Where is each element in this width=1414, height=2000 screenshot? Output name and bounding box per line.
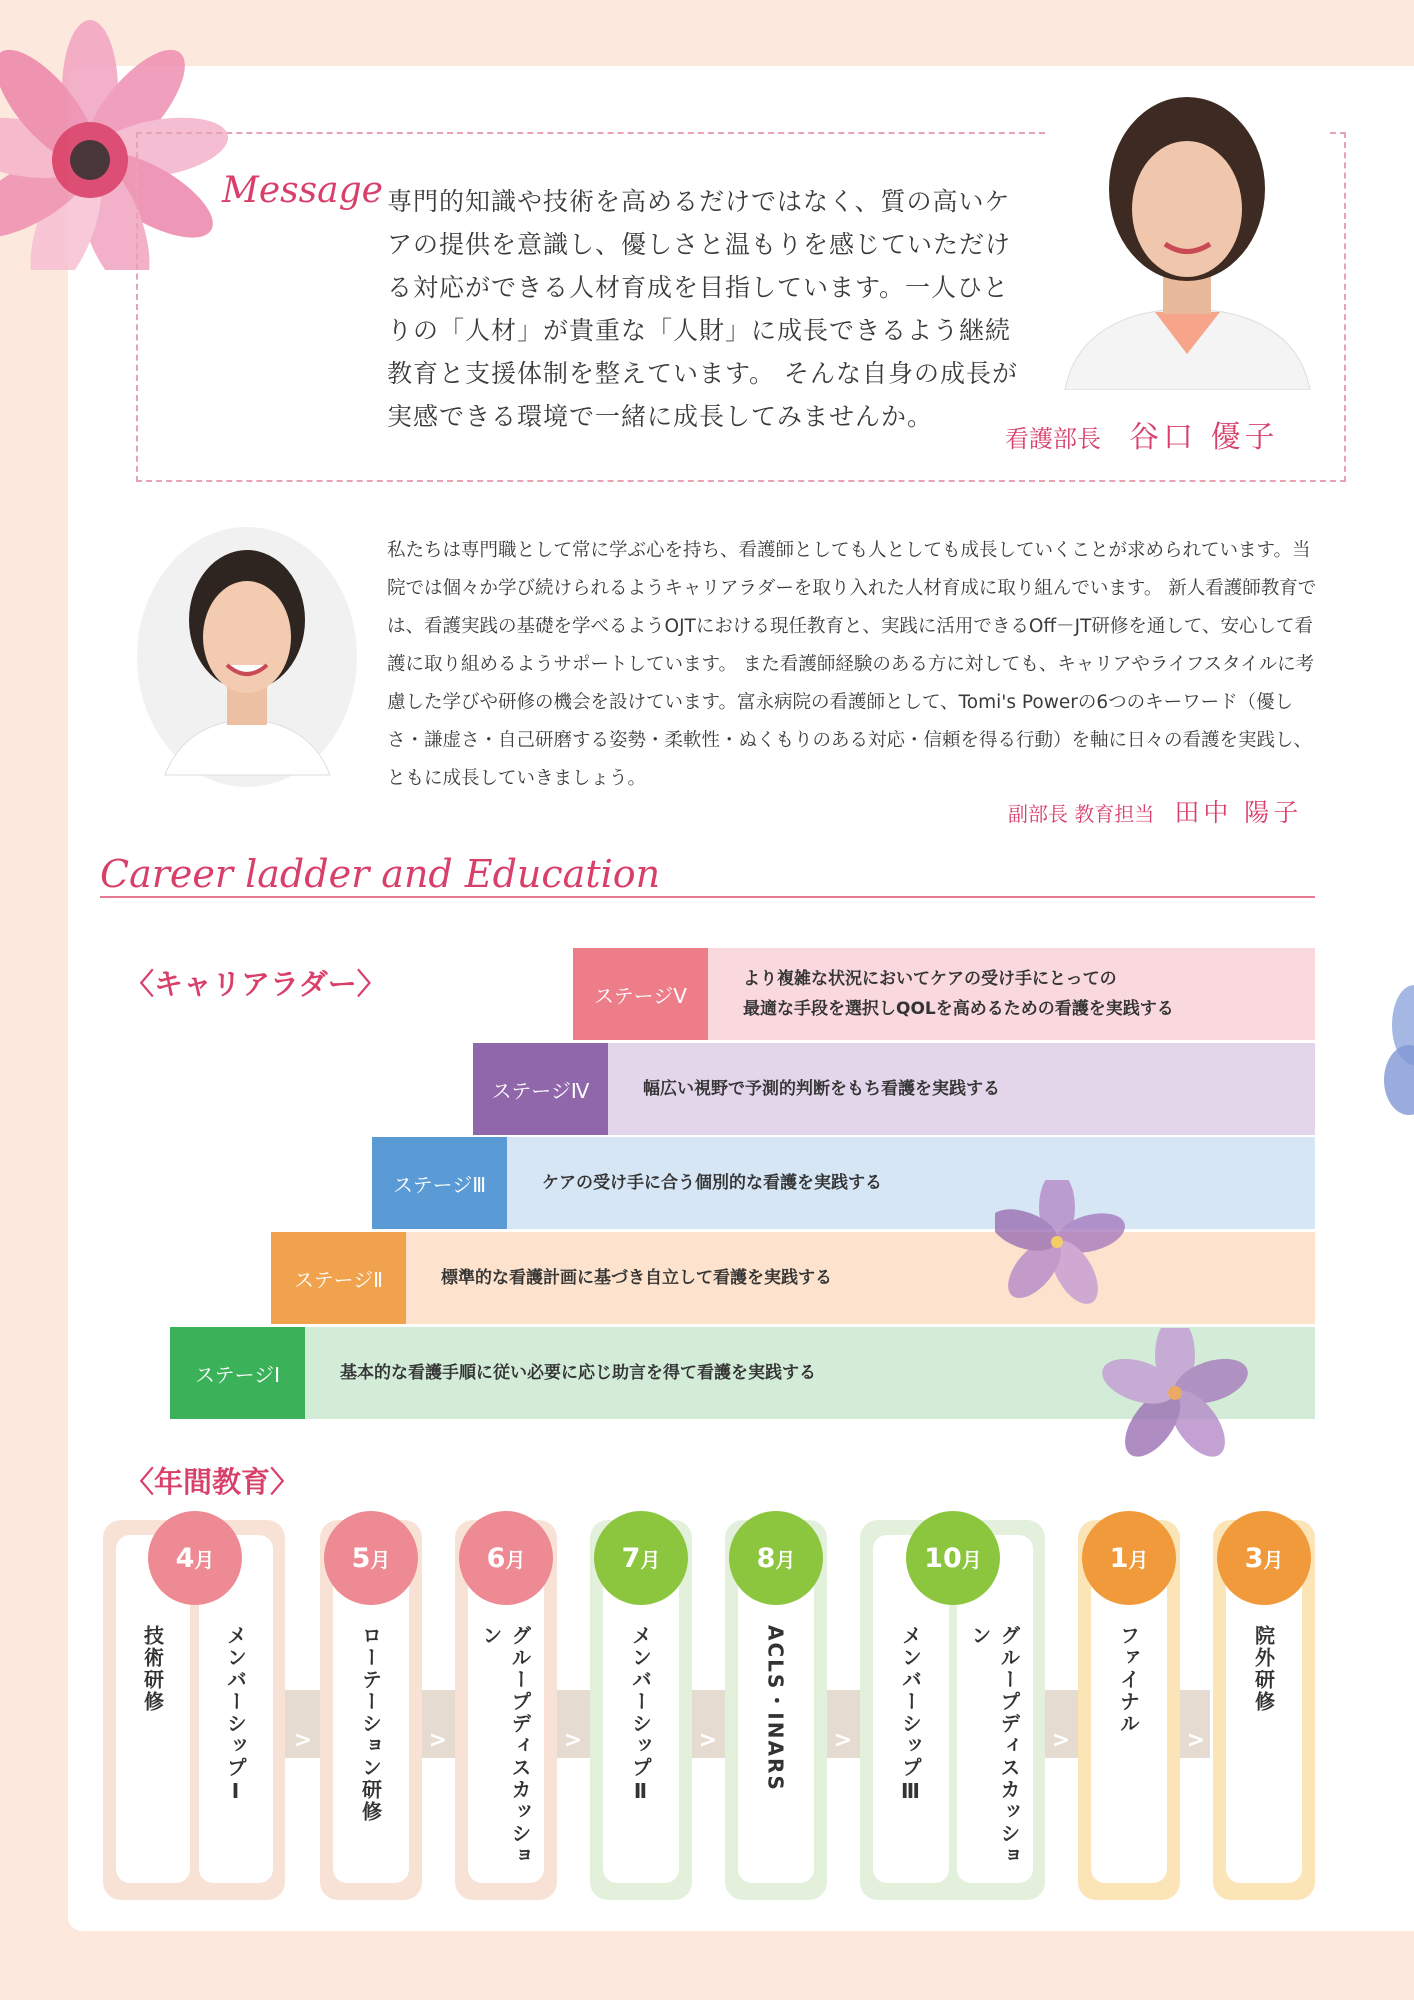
- month-badge-october: [906, 1511, 1000, 1605]
- month-badge-may: [324, 1511, 418, 1605]
- stage-2: [271, 1232, 1315, 1324]
- career-section-heading: Career ladder and Education: [100, 852, 661, 896]
- message-body: 専門的知識や技術を高めるだけではなく、質の高いケアの提供を意識し、優しさと温もりを感じていただける対応ができる人材育成を目指しています。一人ひとりの「人材」が貴重な「人財」に成長できるよう継続教育と支援体制を整えています。 そんな自身の成長が実感できる環境で一緒に成長してみませんか。: [387, 187, 1018, 431]
- january-item-label: ファイナル: [1116, 1625, 1141, 1735]
- month-badge-january: [1082, 1511, 1176, 1605]
- april-item-2-label: メンバーシップⅠ: [223, 1625, 248, 1805]
- education-manager-signature: [1008, 793, 1302, 829]
- timeline-arrow: >: [1051, 1728, 1071, 1753]
- stage-5-desc-line1: より複雑な状況においてケアの受け手にとっての: [743, 969, 1117, 989]
- career-ladder-title: 〈キャリアラダー〉: [125, 967, 386, 1001]
- month-number: 8: [756, 1542, 776, 1574]
- violet-flower-illustration: [995, 1180, 1125, 1320]
- month-unit: 月: [640, 1547, 661, 1572]
- month-badge-april: [148, 1511, 242, 1605]
- education-manager-photo: [135, 525, 360, 790]
- month-unit: 月: [370, 1547, 391, 1572]
- blue-flower-illustration: [1364, 980, 1414, 1130]
- month-badge-july: [594, 1511, 688, 1605]
- month-number: 1: [1109, 1542, 1129, 1574]
- stage-4-description: 幅広い視野で予測的判断をもち看護を実践する: [608, 1043, 1315, 1135]
- month-number: 6: [486, 1542, 506, 1574]
- message-heading: Message: [222, 170, 383, 211]
- stage-2-label: ステージⅡ: [271, 1232, 406, 1324]
- month-badge-june: [459, 1511, 553, 1605]
- stage-3: [372, 1137, 1315, 1229]
- month-number: 4: [175, 1542, 195, 1574]
- stage-5-description: [708, 948, 1315, 1040]
- timeline-arrow: >: [293, 1728, 313, 1753]
- may-item-label: ローテーション研修: [358, 1625, 383, 1823]
- october-item-2-label: グループディスカッション: [968, 1625, 1021, 1867]
- education-manager-title: 副部長 教育担当: [1008, 802, 1155, 826]
- august-item-label: ACLS・INARS: [763, 1625, 788, 1792]
- june-item-label: グループディスカッション: [479, 1625, 532, 1867]
- education-message-body: 私たちは専門職として常に学ぶ心を持ち、看護師としても人としても成長していくことが求められています。当院では個々か学び続けられるようキャリアラダーを取り入れた人材育成に取り組んでいます。 新人看護師教育では、看護実践の基礎を学べるようOJTにおける現任教育と、実践に活用できるOff－JT研修を通して、安心して看護に取り組めるようサポートしています。 また看護師経験のある方に対しても、キャリアやライフスタイルに考慮した学びや研修の機会を設けています。富永病院の看護師として、Tomi's Powerの6つのキーワード（優しさ・謙虚さ・自己研磨する姿勢・柔軟性・ぬくもりのある対応・信頼を得る行動）を軸に日々の看護を実践し、ともに成長していきましょう。: [387, 540, 1317, 789]
- director-title: 看護部長: [1005, 425, 1101, 453]
- timeline-arrow: >: [428, 1728, 448, 1753]
- timeline-arrow: >: [833, 1728, 853, 1753]
- violet-flower-illustration-2: [1095, 1328, 1265, 1468]
- education-manager-name: 田中 陽子: [1174, 798, 1303, 827]
- stage-4-label: ステージⅣ: [473, 1043, 608, 1135]
- month-unit: 月: [1263, 1547, 1284, 1572]
- stage-5-desc-line2: 最適な手段を選択しQOLを高めるための看護を実践する: [743, 999, 1174, 1019]
- month-badge-march: [1217, 1511, 1311, 1605]
- month-number: 7: [621, 1542, 641, 1574]
- month-unit: 月: [775, 1547, 796, 1572]
- month-unit: 月: [961, 1547, 982, 1572]
- heading-divider: [100, 896, 1315, 898]
- director-signature: [1005, 412, 1279, 456]
- stage-5: [573, 948, 1315, 1040]
- annual-education-title: 〈年間教育〉: [125, 1465, 300, 1499]
- month-unit: 月: [505, 1547, 526, 1572]
- timeline-arrow: >: [698, 1728, 718, 1753]
- july-item-label: メンバーシップⅡ: [628, 1625, 653, 1805]
- month-number: 3: [1244, 1542, 1264, 1574]
- october-item-1-label: メンバーシップⅢ: [898, 1625, 923, 1805]
- stage-3-label: ステージⅢ: [372, 1137, 507, 1229]
- month-number: 5: [351, 1542, 371, 1574]
- stage-4: [473, 1043, 1315, 1135]
- timeline-arrow: >: [563, 1728, 583, 1753]
- director-name: 谷口 優子: [1129, 420, 1279, 455]
- march-item-label: 院外研修: [1251, 1625, 1276, 1713]
- stage-2-description: 標準的な看護計画に基づき自立して看護を実践する: [406, 1232, 1315, 1324]
- month-badge-august: [729, 1511, 823, 1605]
- month-number: 10: [924, 1542, 962, 1574]
- month-unit: 月: [194, 1547, 215, 1572]
- nursing-director-photo: [1045, 94, 1330, 390]
- stage-5-label: ステージⅤ: [573, 948, 708, 1040]
- stage-3-description: ケアの受け手に合う個別的な看護を実践する: [507, 1137, 1315, 1229]
- month-unit: 月: [1128, 1547, 1149, 1572]
- stage-1-label: ステージⅠ: [170, 1327, 305, 1419]
- timeline-arrow: >: [1186, 1728, 1206, 1753]
- april-item-1-label: 技術研修: [140, 1625, 165, 1713]
- stage-1-description: 基本的な看護手順に従い必要に応じ助言を得て看護を実践する: [305, 1327, 1315, 1419]
